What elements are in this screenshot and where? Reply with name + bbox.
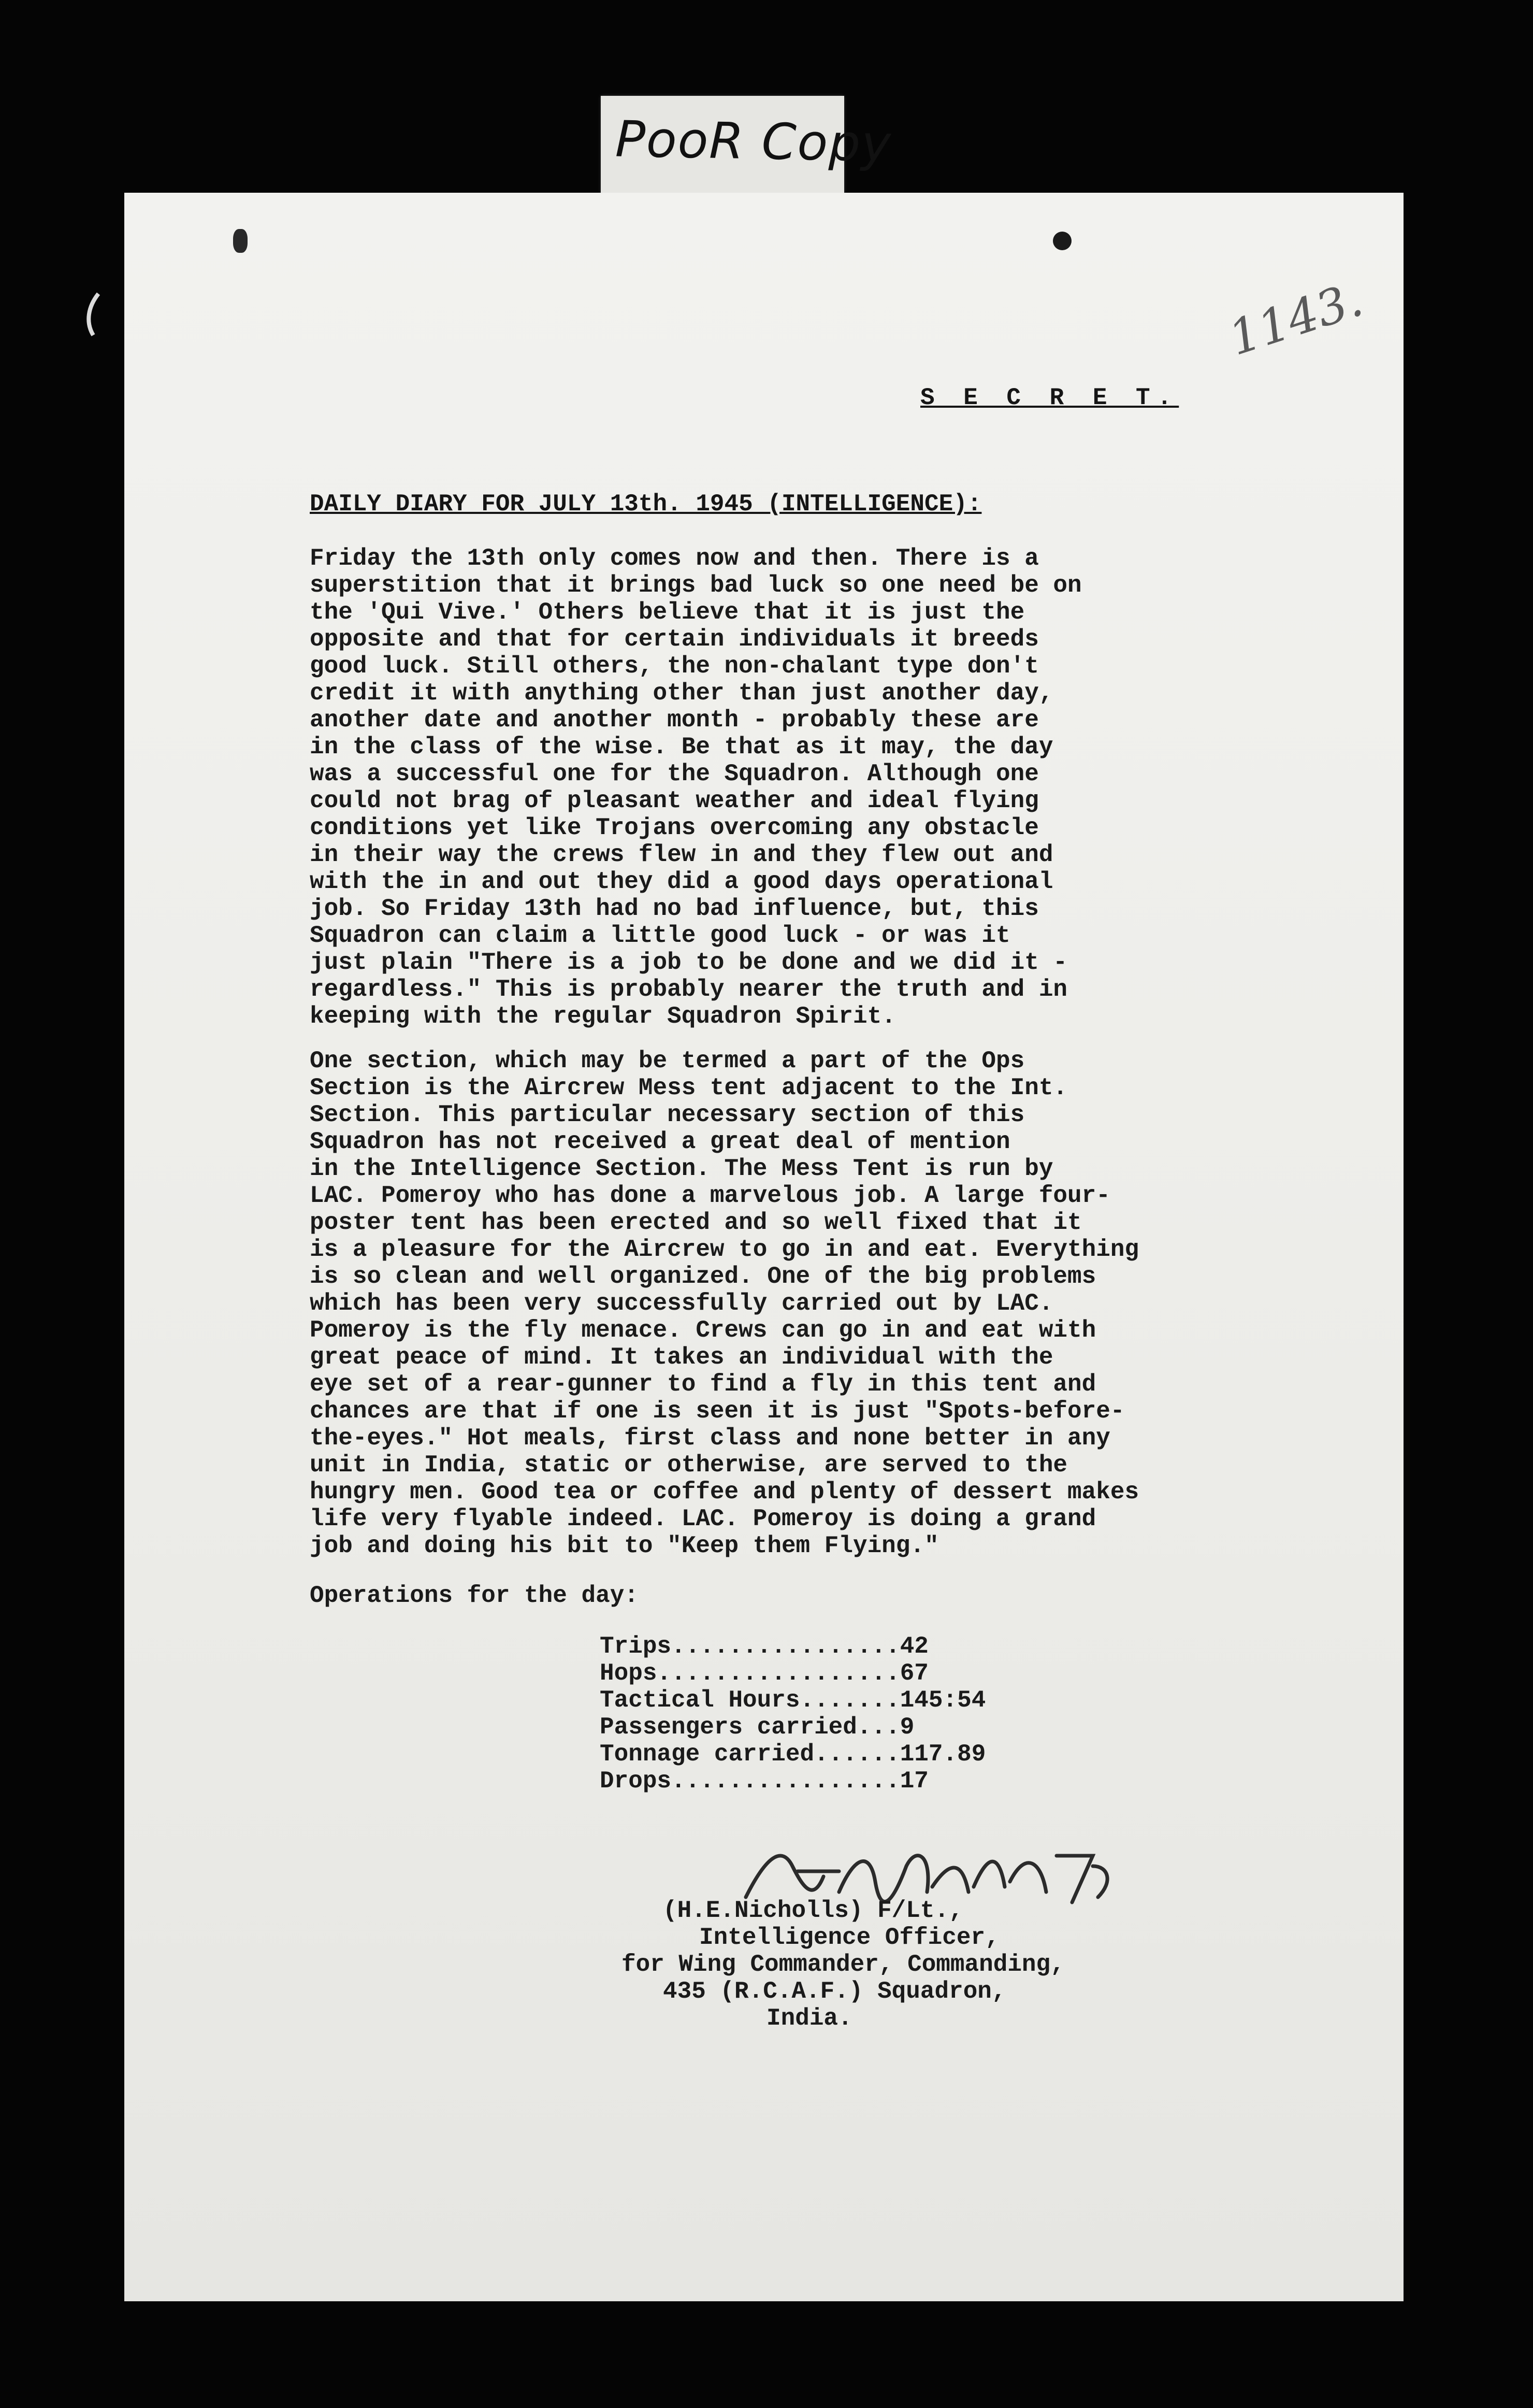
paragraph-line: another date and another month - probably these are xyxy=(310,707,1039,734)
paragraph-line: Squadron has not received a great deal of mention xyxy=(310,1128,1010,1155)
paragraph-line: the-eyes." Hot meals, first class and none better in any xyxy=(310,1425,1110,1452)
paragraph-mess-tent xyxy=(310,1048,1294,1559)
document-page xyxy=(124,193,1404,2301)
classification-label: S E C R E T. xyxy=(920,384,1179,411)
operation-label: Hops................. xyxy=(600,1660,900,1687)
corner-annotation: 1143. xyxy=(1222,271,1369,367)
paragraph-line: LAC. Pomeroy who has done a marvelous job. A large four- xyxy=(310,1182,1110,1209)
operation-label: Passengers carried... xyxy=(600,1714,900,1741)
signature-line: (H.E.Nicholls) F/Lt., xyxy=(663,1897,963,1924)
paragraph-line: hungry men. Good tea or coffee and plenty of dessert makes xyxy=(310,1479,1139,1506)
paragraph-line: was a successful one for the Squadron. Although one xyxy=(310,761,1039,787)
paragraph-line: Pomeroy is the fly menace. Crews can go in and eat with xyxy=(310,1317,1096,1344)
paragraph-line: life very flyable indeed. LAC. Pomeroy is doing a grand xyxy=(310,1506,1096,1532)
operations-stats xyxy=(600,1633,986,1795)
paragraph-line: opposite and that for certain individuals it breeds xyxy=(310,626,1039,653)
paragraph-line: with the in and out they did a good days operational xyxy=(310,868,1053,895)
signature-block xyxy=(621,1897,1065,2032)
signature-line: India. xyxy=(766,2005,852,2032)
operation-row xyxy=(600,1768,986,1795)
margin-mark xyxy=(83,291,104,338)
operation-row xyxy=(600,1633,986,1660)
poor-copy-tag xyxy=(601,96,893,194)
paragraph-line: great peace of mind. It takes an individual with the xyxy=(310,1344,1053,1371)
paragraph-line: could not brag of pleasant weather and ideal flying xyxy=(310,787,1039,814)
operation-row xyxy=(600,1660,986,1687)
punch-hole-right xyxy=(1053,232,1072,250)
operation-value: 67 xyxy=(900,1660,929,1687)
paragraph-line: in their way the crews flew in and they flew out and xyxy=(310,841,1053,868)
paragraph-line: keeping with the regular Squadron Spirit. xyxy=(310,1003,896,1030)
paragraph-line: chances are that if one is seen it is just "Spots-before- xyxy=(310,1398,1125,1425)
paragraph-line: good luck. Still others, the non-chalant type don't xyxy=(310,653,1039,680)
paragraph-line: the 'Qui Vive.' Others believe that it is just the xyxy=(310,599,1025,626)
operation-label: Tonnage carried...... xyxy=(600,1741,900,1768)
operation-value: 9 xyxy=(900,1714,915,1741)
tag-label: PooR Copy xyxy=(615,110,893,173)
operation-value: 117.89 xyxy=(900,1741,986,1768)
paragraph-line: conditions yet like Trojans overcoming any obstacle xyxy=(310,814,1039,841)
operations-intro: Operations for the day: xyxy=(310,1582,639,1609)
paragraph-friday xyxy=(310,545,1294,1030)
paragraph-line: job. So Friday 13th had no bad influence, but, this xyxy=(310,895,1039,922)
operation-value: 42 xyxy=(900,1633,929,1660)
paragraph-line: which has been very successfully carried out by LAC. xyxy=(310,1290,1053,1317)
paragraph-line: Squadron can claim a little good luck - or was it xyxy=(310,922,1010,949)
paragraph-line: is so clean and well organized. One of the big problems xyxy=(310,1263,1096,1290)
punch-hole-left xyxy=(233,229,248,253)
operation-row xyxy=(600,1714,986,1741)
signature-line: 435 (R.C.A.F.) Squadron, xyxy=(663,1978,1006,2005)
paragraph-line: in the class of the wise. Be that as it may, the day xyxy=(310,734,1053,761)
operation-label: Drops................ xyxy=(600,1768,900,1795)
operation-row xyxy=(600,1741,986,1768)
operation-value: 145:54 xyxy=(900,1687,986,1714)
paragraph-line: poster tent has been erected and so well fixed that it xyxy=(310,1209,1082,1236)
paragraph-line: One section, which may be termed a part of the Ops xyxy=(310,1048,1025,1074)
operation-label: Trips................ xyxy=(600,1633,900,1660)
paragraph-line: credit it with anything other than just another day, xyxy=(310,680,1053,707)
paragraph-line: Section. This particular necessary section of this xyxy=(310,1101,1025,1128)
paragraph-line: is a pleasure for the Aircrew to go in and eat. Everything xyxy=(310,1236,1139,1263)
paragraph-line: in the Intelligence Section. The Mess Tent is run by xyxy=(310,1155,1053,1182)
paragraph-line: regardless." This is probably nearer the truth and in xyxy=(310,976,1068,1003)
signature-line: Intelligence Officer, xyxy=(699,1924,1000,1951)
paragraph-line: superstition that it brings bad luck so one need be on xyxy=(310,572,1082,599)
paragraph-line: Friday the 13th only comes now and then. There is a xyxy=(310,545,1039,572)
operation-label: Tactical Hours....... xyxy=(600,1687,900,1714)
margin-mark-stroke-icon xyxy=(83,291,104,338)
paragraph-line: just plain "There is a job to be done and we did it - xyxy=(310,949,1068,976)
operation-row xyxy=(600,1687,986,1714)
operation-value: 17 xyxy=(900,1768,929,1795)
paragraph-line: job and doing his bit to "Keep them Flying." xyxy=(310,1532,939,1559)
paragraph-line: eye set of a rear-gunner to find a fly in this tent and xyxy=(310,1371,1096,1398)
signature-line: for Wing Commander, Commanding, xyxy=(621,1951,1065,1978)
paragraph-line: unit in India, static or otherwise, are served to the xyxy=(310,1452,1068,1479)
paragraph-line: Section is the Aircrew Mess tent adjacent to the Int. xyxy=(310,1074,1068,1101)
diary-heading: DAILY DIARY FOR JULY 13th. 1945 (INTELLIGENCE): xyxy=(310,491,982,518)
